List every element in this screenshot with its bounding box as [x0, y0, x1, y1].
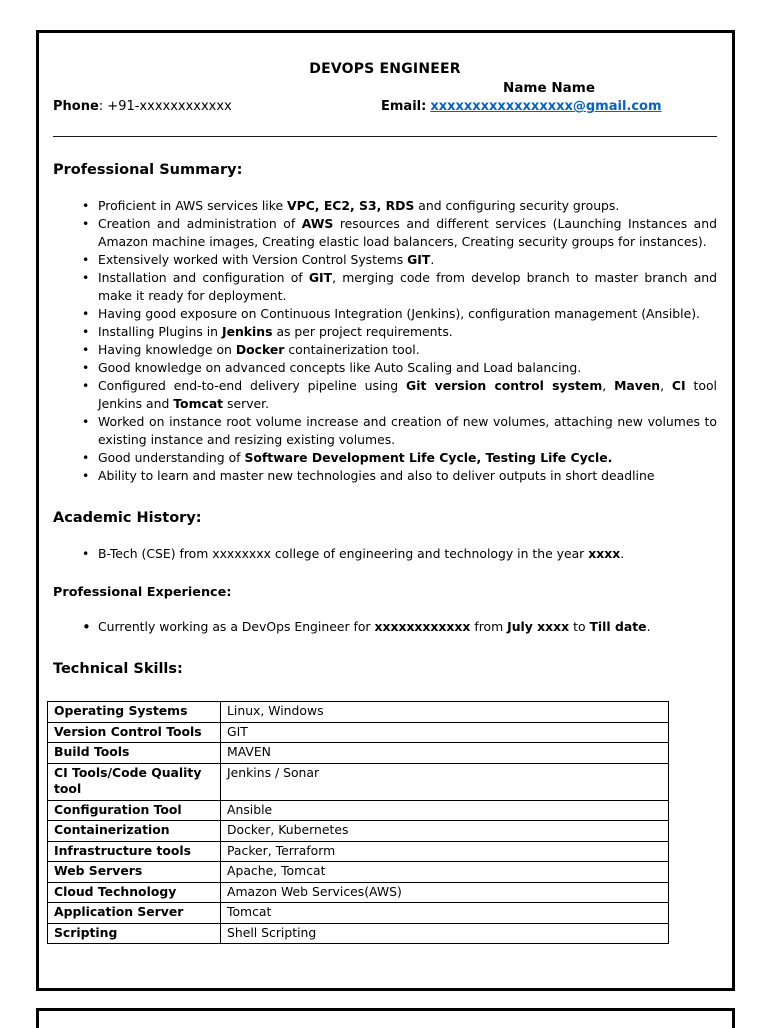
- candidate-name: Name Name: [503, 80, 595, 96]
- skill-category-cell: Scripting: [48, 923, 221, 944]
- next-page-top-edge: [36, 1008, 735, 1028]
- skill-category-cell: Build Tools: [48, 743, 221, 764]
- skill-value-cell: Amazon Web Services(AWS): [221, 882, 669, 903]
- resume-page: [36, 30, 735, 991]
- bullet-item: • Good knowledge on advanced concepts like Auto Scaling and Load balancing.: [53, 359, 717, 377]
- bullet-item: • Extensively worked with Version Control Systems GIT.: [53, 251, 717, 269]
- skills-table-row: [48, 923, 669, 944]
- heading-professional-summary: Professional Summary:: [53, 162, 243, 178]
- phone-line: [53, 99, 232, 114]
- skills-table-row: [48, 702, 669, 723]
- header-right-block: [381, 80, 717, 114]
- skill-value-cell: Packer, Terraform: [221, 841, 669, 862]
- phone-label: Phone: [53, 99, 99, 114]
- skills-table-body: [48, 702, 669, 944]
- skill-category-cell: Configuration Tool: [48, 800, 221, 821]
- skills-table-row: [48, 722, 669, 743]
- bullet-item: • Having good exposure on Continuous Integration (Jenkins), configuration management (Ansible).: [53, 305, 717, 323]
- email-label: Email:: [381, 99, 427, 114]
- contact-header: [53, 80, 717, 114]
- bullet-item: • Installing Plugins in Jenkins as per project requirements.: [53, 323, 717, 341]
- skill-value-cell: Docker, Kubernetes: [221, 821, 669, 842]
- skill-value-cell: Jenkins / Sonar: [221, 763, 669, 800]
- bullet-item: • Proficient in AWS services like VPC, EC2, S3, RDS and configuring security groups.: [53, 197, 717, 215]
- professional-experience-list: [53, 618, 717, 636]
- skill-category-cell: Application Server: [48, 903, 221, 924]
- bullet-item: • Good understanding of Software Development Life Cycle, Testing Life Cycle.: [53, 449, 717, 467]
- bullet-item: • Ability to learn and master new technologies and also to deliver outputs in short deadline: [53, 467, 717, 485]
- bullet-item: • Installation and configuration of GIT, merging code from develop branch to master branch and make it ready for deployment.: [53, 269, 717, 305]
- professional-summary-list: [53, 197, 717, 485]
- heading-technical-skills: Technical Skills:: [53, 661, 183, 677]
- skills-table-row: [48, 882, 669, 903]
- skills-table-row: [48, 763, 669, 800]
- skill-category-cell: Cloud Technology: [48, 882, 221, 903]
- skill-category-cell: Infrastructure tools: [48, 841, 221, 862]
- skills-table-row: [48, 800, 669, 821]
- bullet-item: • Currently working as a DevOps Engineer for xxxxxxxxxxxx from July xxxx to Till date.: [53, 618, 717, 636]
- skill-category-cell: Version Control Tools: [48, 722, 221, 743]
- skill-category-cell: Web Servers: [48, 862, 221, 883]
- bullet-item: • B-Tech (CSE) from xxxxxxxx college of engineering and technology in the year xxxx.: [53, 545, 717, 563]
- skill-value-cell: Ansible: [221, 800, 669, 821]
- skill-category-cell: Containerization: [48, 821, 221, 842]
- email-link[interactable]: xxxxxxxxxxxxxxxxx@gmail.com: [430, 99, 662, 114]
- phone-value: : +91-xxxxxxxxxxxx: [98, 99, 232, 114]
- document-title: DEVOPS ENGINEER: [309, 61, 461, 77]
- header-divider: [53, 136, 717, 137]
- skills-table-row: [48, 743, 669, 764]
- skill-value-cell: Apache, Tomcat: [221, 862, 669, 883]
- skill-value-cell: MAVEN: [221, 743, 669, 764]
- skills-table-row: [48, 841, 669, 862]
- skill-category-cell: CI Tools/Code Quality tool: [48, 763, 221, 800]
- heading-academic-history: Academic History:: [53, 510, 202, 526]
- skills-table-row: [48, 903, 669, 924]
- academic-history-list: [53, 545, 717, 563]
- skills-table-row: [48, 821, 669, 842]
- bullet-item: • Worked on instance root volume increase and creation of new volumes, attaching new volumes to existing instance and resizing existing volumes.: [53, 413, 717, 449]
- skill-value-cell: GIT: [221, 722, 669, 743]
- skills-table-row: [48, 862, 669, 883]
- skill-value-cell: Tomcat: [221, 903, 669, 924]
- bullet-item: • Having knowledge on Docker containerization tool.: [53, 341, 717, 359]
- skill-value-cell: Linux, Windows: [221, 702, 669, 723]
- skill-value-cell: Shell Scripting: [221, 923, 669, 944]
- heading-professional-experience: Professional Experience:: [53, 585, 232, 600]
- skills-table: [47, 701, 669, 944]
- email-line: [381, 99, 717, 114]
- skill-category-cell: Operating Systems: [48, 702, 221, 723]
- bullet-item: • Creation and administration of AWS resources and different services (Launching Instances and Amazon machine images, Creating elastic load balancers, Creating security groups for instances).: [53, 215, 717, 251]
- bullet-item: • Configured end-to-end delivery pipeline using Git version control system, Maven, CI tool Jenkins and Tomcat server.: [53, 377, 717, 413]
